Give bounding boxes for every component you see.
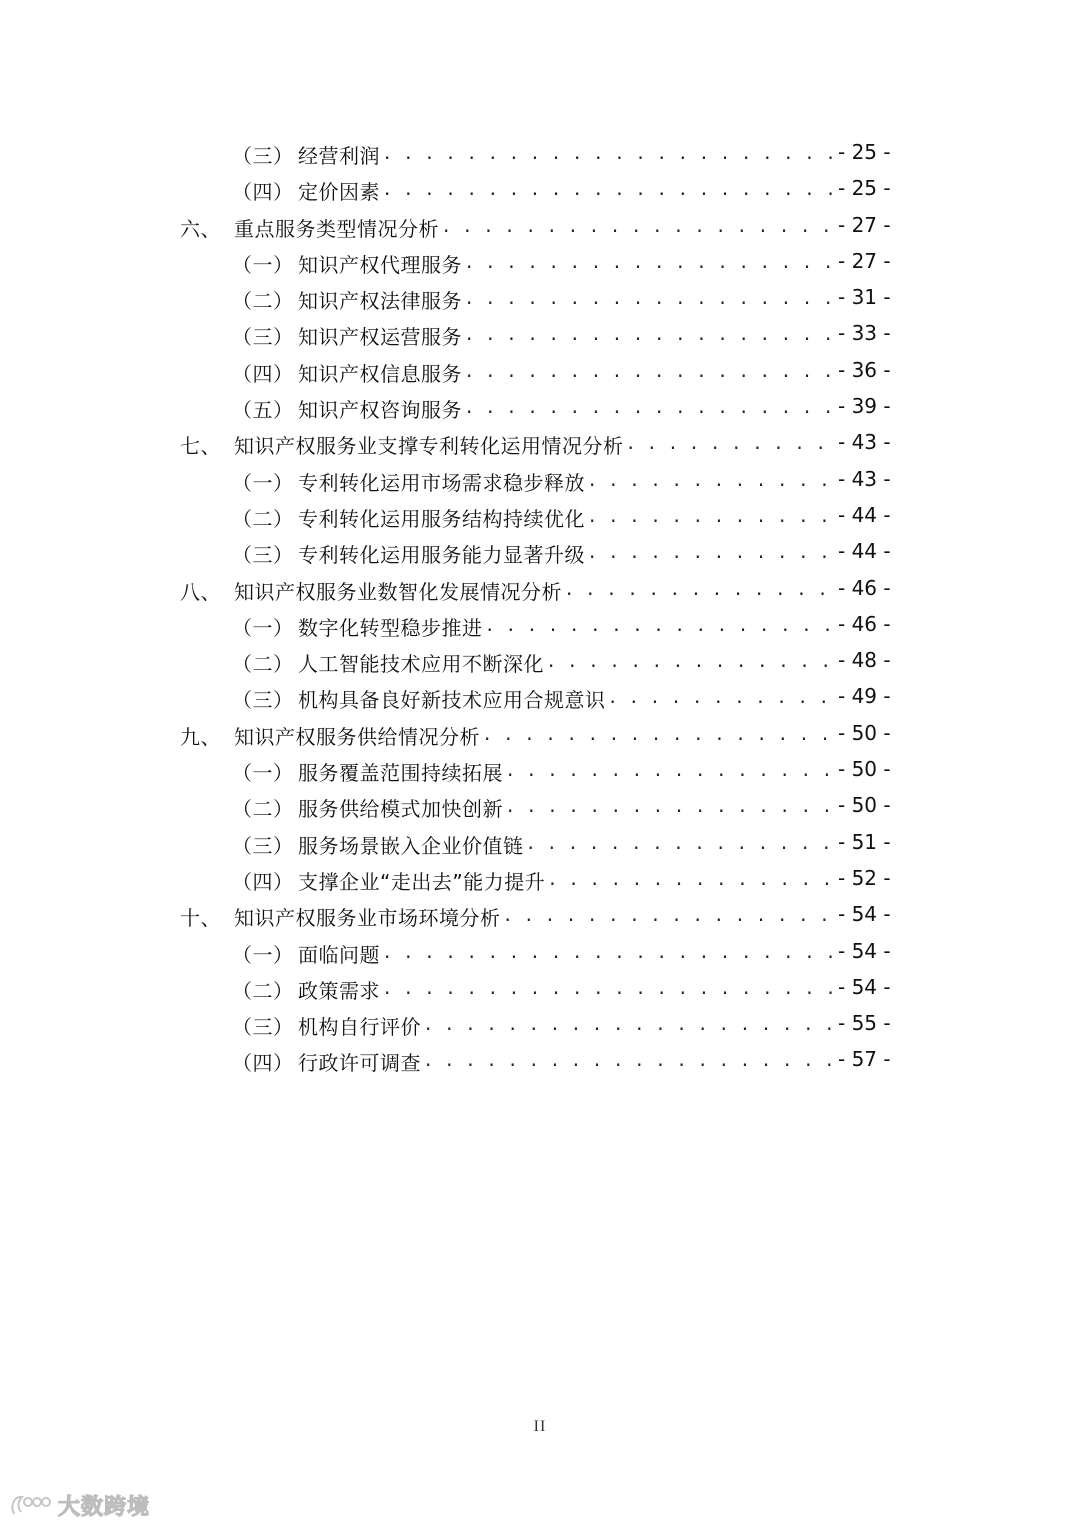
toc-section-entry[interactable]: [0, 533, 1080, 569]
toc-entry-number: （三）: [232, 543, 294, 568]
toc-entry-page: - 48 -: [838, 648, 891, 673]
toc-dot-leader: [466, 285, 832, 314]
toc-dot-leader: [505, 902, 833, 931]
toc-entry-page: - 44 -: [838, 539, 891, 564]
toc-entry-title-line: [298, 1011, 832, 1040]
toc-entry-title: 知识产权服务业市场环境分析: [234, 902, 505, 931]
toc-section-entry[interactable]: [0, 243, 1080, 279]
toc-entry-page: - 25 -: [838, 140, 891, 164]
toc-entry-number: （二）: [232, 289, 294, 314]
toc-entry-title-line: [298, 684, 832, 713]
toc-entry-title: 服务场景嵌入企业价值链: [298, 830, 528, 859]
toc-entry-page: - 54 -: [838, 902, 891, 927]
toc-section-entry[interactable]: [0, 352, 1080, 388]
toc-entry-number: （四）: [232, 180, 294, 205]
toc-entry-page: - 36 -: [838, 357, 891, 382]
toc-entry-title: 知识产权运营服务: [298, 321, 466, 350]
watermark-logo-icon: [8, 1492, 52, 1520]
toc-entry-number: （二）: [232, 978, 294, 1003]
toc-section-entry[interactable]: [0, 461, 1080, 497]
toc-entry-title: 服务供给模式加快创新: [298, 793, 507, 822]
toc-section-entry[interactable]: [0, 279, 1080, 315]
toc-entry-title-line: [298, 285, 832, 314]
toc-dot-leader: [466, 321, 832, 350]
toc-entry-title: 人工智能技术应用不断深化: [298, 648, 548, 677]
toc-dot-leader: [589, 467, 832, 496]
toc-entry-title-line: [298, 249, 832, 278]
toc-entry-title-line: [298, 757, 832, 786]
toc-entry-number: （三）: [232, 833, 294, 858]
toc-entry-title-line: [298, 1047, 832, 1076]
toc-entry-number: 十、: [180, 906, 221, 931]
toc-dot-leader: [528, 830, 833, 859]
toc-entry-title: 定价因素: [298, 176, 384, 205]
toc-entry-title: 专利转化运用市场需求稳步释放: [298, 467, 589, 496]
toc-entry-title: 重点服务类型情况分析: [234, 213, 443, 242]
toc-entry-title-line: [298, 866, 832, 895]
toc-entry-title-line: [298, 176, 832, 205]
toc-entry-title: 知识产权服务业支撑专利转化运用情况分析: [234, 430, 628, 459]
toc-entry-title: 知识产权服务业数智化发展情况分析: [234, 576, 566, 605]
toc-entry-number: 七、: [180, 434, 221, 459]
toc-entry-number: （三）: [232, 144, 294, 168]
toc-chapter-entry[interactable]: [0, 715, 1080, 751]
toc-entry-title-line: [234, 576, 832, 605]
page-number: II: [533, 1418, 547, 1435]
toc-entry-page: - 43 -: [838, 430, 891, 455]
toc-entry-title: 知识产权代理服务: [298, 249, 466, 278]
toc-entry-number: （四）: [232, 869, 294, 894]
toc-entry-title-line: [298, 140, 832, 169]
toc-entry-page: - 57 -: [838, 1047, 891, 1072]
toc-entry-number: （三）: [232, 1015, 294, 1040]
toc-entry-title-line: [298, 939, 832, 968]
toc-entry-title-line: [298, 793, 832, 822]
toc-dot-leader: [384, 975, 832, 1004]
toc-entry-title: 经营利润: [298, 140, 384, 169]
toc-dot-leader: [610, 684, 833, 713]
toc-entry-title-line: [298, 467, 832, 496]
toc-entry-number: （一）: [232, 761, 294, 786]
toc-dot-leader: [507, 757, 832, 786]
toc-entry-number: （三）: [232, 325, 294, 350]
toc-chapter-entry[interactable]: [0, 207, 1080, 243]
toc-entry-number: （一）: [232, 252, 294, 277]
toc-entry-page: - 33 -: [838, 321, 891, 346]
toc-section-entry[interactable]: [0, 860, 1080, 896]
toc-section-entry[interactable]: [0, 969, 1080, 1005]
toc-entry-number: （一）: [232, 470, 294, 495]
toc-entry-page: - 50 -: [838, 793, 891, 818]
toc-entry-number: （一）: [232, 942, 294, 967]
toc-section-entry[interactable]: [0, 1041, 1080, 1077]
toc-entry-page: - 27 -: [838, 248, 891, 273]
toc-entry-page: - 43 -: [838, 466, 891, 491]
toc-section-entry[interactable]: [0, 933, 1080, 969]
toc-entry-page: - 51 -: [838, 829, 891, 854]
toc-section-entry[interactable]: [0, 606, 1080, 642]
toc-entry-number: （二）: [232, 652, 294, 677]
toc-section-entry[interactable]: [0, 787, 1080, 823]
toc-entry-title-line: [234, 902, 832, 931]
toc-section-entry[interactable]: [0, 824, 1080, 860]
toc-dot-leader: [384, 176, 832, 205]
toc-section-entry[interactable]: [0, 170, 1080, 206]
toc-entry-page: - 50 -: [838, 720, 891, 745]
toc-entry-page: - 44 -: [838, 502, 891, 527]
toc-dot-leader: [384, 939, 832, 968]
toc-entry-number: （三）: [232, 688, 294, 713]
toc-dot-leader: [628, 430, 833, 459]
toc-entry-page: - 46 -: [838, 575, 891, 600]
toc-dot-leader: [466, 249, 832, 278]
toc-entry-title-line: [298, 394, 832, 423]
toc-dot-leader: [443, 213, 832, 242]
toc-dot-leader: [425, 1047, 832, 1076]
toc-entry-page: - 50 -: [838, 757, 891, 782]
toc-dot-leader: [384, 140, 832, 169]
toc-entry-title-line: [298, 612, 832, 641]
toc-entry-page: - 52 -: [838, 865, 891, 890]
toc-entry-number: （二）: [232, 797, 294, 822]
toc-entry-title-line: [234, 430, 832, 459]
toc-entry-number: （五）: [232, 398, 294, 423]
toc-entry-title: 专利转化运用服务结构持续优化: [298, 503, 589, 532]
toc-entry-page: - 54 -: [838, 938, 891, 963]
toc-section-entry[interactable]: [0, 134, 1080, 170]
toc-section-entry[interactable]: [0, 315, 1080, 351]
watermark: [8, 1490, 150, 1521]
toc-entry-title-line: [298, 358, 832, 387]
toc-entry-title: 知识产权咨询服务: [298, 394, 466, 423]
toc-entry-title: 知识产权服务供给情况分析: [234, 721, 484, 750]
toc-entry-title-line: [234, 721, 832, 750]
toc-entry-page: - 31 -: [838, 285, 891, 310]
toc-entry-page: - 55 -: [838, 1011, 891, 1036]
toc-entry-number: （二）: [232, 506, 294, 531]
toc-entry-title-line: [298, 539, 832, 568]
toc-dot-leader: [589, 503, 832, 532]
toc-entry-title: 政策需求: [298, 975, 384, 1004]
toc-entry-page: - 54 -: [838, 974, 891, 999]
toc-entry-title: 专利转化运用服务能力显著升级: [298, 539, 589, 568]
toc-entry-number: （四）: [232, 361, 294, 386]
toc-chapter-entry[interactable]: [0, 896, 1080, 932]
toc-entry-title: 支撑企业“走出去”能力提升: [298, 866, 549, 895]
table-of-contents: [0, 134, 1080, 1078]
toc-entry-title: 机构具备良好新技术应用合规意识: [298, 684, 610, 713]
watermark-text: 大数跨境: [58, 1495, 151, 1520]
toc-dot-leader: [487, 612, 833, 641]
toc-entry-page: - 46 -: [838, 611, 891, 636]
toc-chapter-entry[interactable]: [0, 424, 1080, 460]
toc-entry-number: 六、: [180, 216, 221, 241]
toc-entry-title: 机构自行评价: [298, 1011, 425, 1040]
toc-section-entry[interactable]: [0, 388, 1080, 424]
toc-entry-number: 八、: [180, 579, 221, 604]
toc-dot-leader: [466, 358, 832, 387]
toc-section-entry[interactable]: [0, 497, 1080, 533]
toc-entry-title: 行政许可调查: [298, 1047, 425, 1076]
toc-entry-title: 知识产权信息服务: [298, 358, 466, 387]
toc-entry-title: 面临问题: [298, 939, 384, 968]
toc-entry-title: 数字化转型稳步推进: [298, 612, 487, 641]
toc-entry-page: - 49 -: [838, 684, 891, 709]
toc-entry-page: - 25 -: [838, 176, 891, 201]
toc-dot-leader: [548, 648, 832, 677]
toc-entry-number: 九、: [180, 724, 221, 749]
toc-entry-number: （一）: [232, 615, 294, 640]
toc-section-entry[interactable]: [0, 678, 1080, 714]
toc-section-entry[interactable]: [0, 751, 1080, 787]
toc-entry-title-line: [298, 830, 832, 859]
toc-entry-title-line: [298, 648, 832, 677]
toc-entry-title-line: [234, 213, 832, 242]
toc-entry-page: - 27 -: [838, 212, 891, 237]
toc-section-entry[interactable]: [0, 1005, 1080, 1041]
toc-dot-leader: [589, 539, 832, 568]
toc-dot-leader: [466, 394, 832, 423]
toc-dot-leader: [549, 866, 832, 895]
toc-entry-title: 知识产权法律服务: [298, 285, 466, 314]
toc-entry-title-line: [298, 503, 832, 532]
toc-dot-leader: [507, 793, 832, 822]
toc-entry-number: （四）: [232, 1051, 294, 1076]
toc-chapter-entry[interactable]: [0, 570, 1080, 606]
toc-dot-leader: [484, 721, 832, 750]
toc-dot-leader: [566, 576, 832, 605]
toc-dot-leader: [425, 1011, 832, 1040]
toc-entry-title: 服务覆盖范围持续拓展: [298, 757, 507, 786]
toc-entry-title-line: [298, 321, 832, 350]
toc-section-entry[interactable]: [0, 642, 1080, 678]
toc-entry-page: - 39 -: [838, 394, 891, 419]
toc-entry-title-line: [298, 975, 832, 1004]
